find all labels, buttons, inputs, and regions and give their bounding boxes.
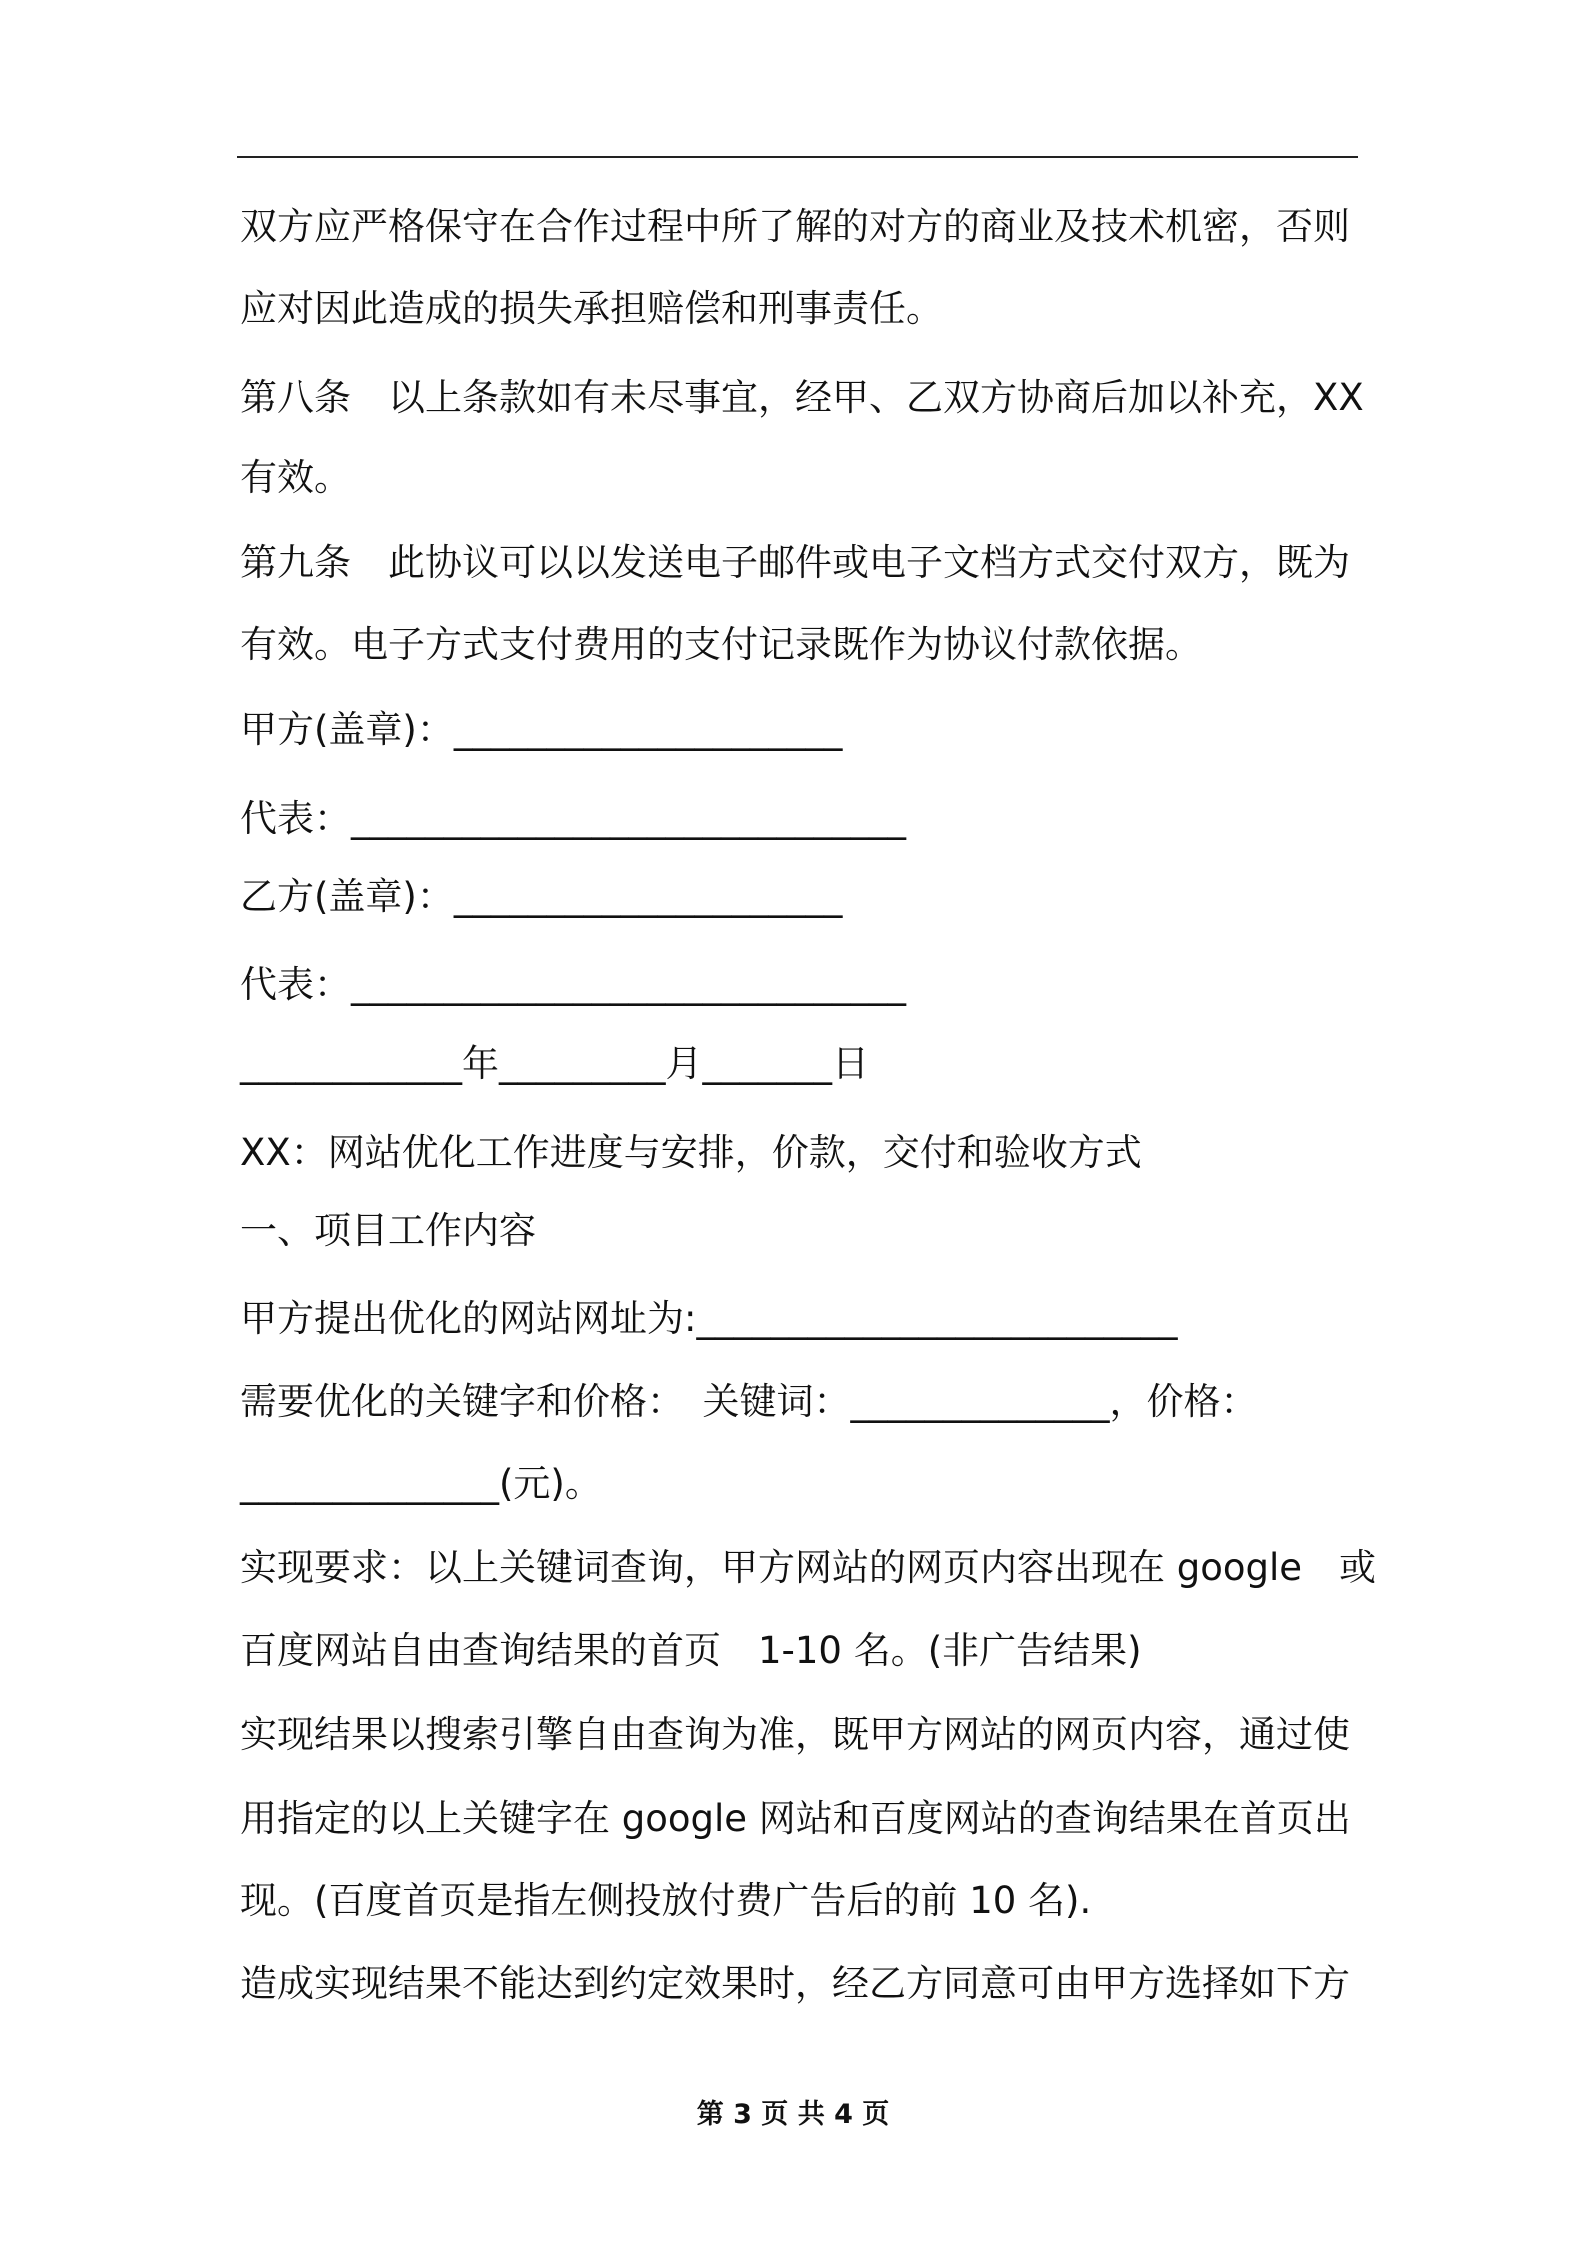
paragraph-line: ______________(元)。	[240, 1462, 602, 1505]
page-number-footer: 第 3 页 共 4 页	[696, 2099, 890, 2130]
paragraph-line: 百度网站自由查询结果的首页 1-10 名。(非广告结果)	[240, 1629, 1142, 1672]
signature-field-representative-a: 代表：______________________________	[240, 797, 906, 840]
signature-field-party-b: 乙方(盖章)：_____________________	[240, 875, 843, 918]
paragraph-line: 有效。电子方式支付费用的支付记录既作为协议付款依据。	[240, 623, 1202, 666]
paragraph-line: 实现结果以搜索引擎自由查询为准，既甲方网站的网页内容，通过使	[240, 1713, 1350, 1756]
signature-field-representative-b: 代表：______________________________	[240, 963, 906, 1006]
header-rule	[237, 156, 1358, 158]
paragraph-line: 第九条 此协议可以以发送电子邮件或电子文档方式交付双方，既为	[240, 541, 1350, 584]
date-field: ____________年_________月_______日	[240, 1042, 869, 1085]
paragraph-line: 第八条 以上条款如有未尽事宜，经甲、乙双方协商后加以补充，XX	[240, 376, 1364, 419]
paragraph-line: 现。(百度首页是指左侧投放付费广告后的前 10 名).	[240, 1879, 1092, 1922]
section-subheading: 一、项目工作内容	[240, 1209, 536, 1252]
paragraph-line: 甲方提出优化的网站网址为:__________________________	[240, 1297, 1178, 1340]
paragraph-line: 用指定的以上关键字在 google 网站和百度网站的查询结果在首页出	[240, 1797, 1351, 1840]
paragraph-line: 造成实现结果不能达到约定效果时，经乙方同意可由甲方选择如下方	[240, 1962, 1350, 2005]
section-heading: XX：网站优化工作进度与安排，价款，交付和验收方式	[240, 1131, 1142, 1174]
paragraph-line: 双方应严格保守在合作过程中所了解的对方的商业及技术机密，否则	[240, 205, 1350, 248]
paragraph-line: 实现要求：以上关键词查询，甲方网站的网页内容出现在 google 或	[240, 1546, 1377, 1589]
paragraph-line: 应对因此造成的损失承担赔偿和刑事责任。	[240, 287, 943, 330]
paragraph-line: 需要优化的关键字和价格： 关键词：______________，价格：	[240, 1380, 1258, 1423]
signature-field-party-a: 甲方(盖章)：_____________________	[240, 708, 843, 751]
paragraph-line: 有效。	[240, 456, 351, 499]
